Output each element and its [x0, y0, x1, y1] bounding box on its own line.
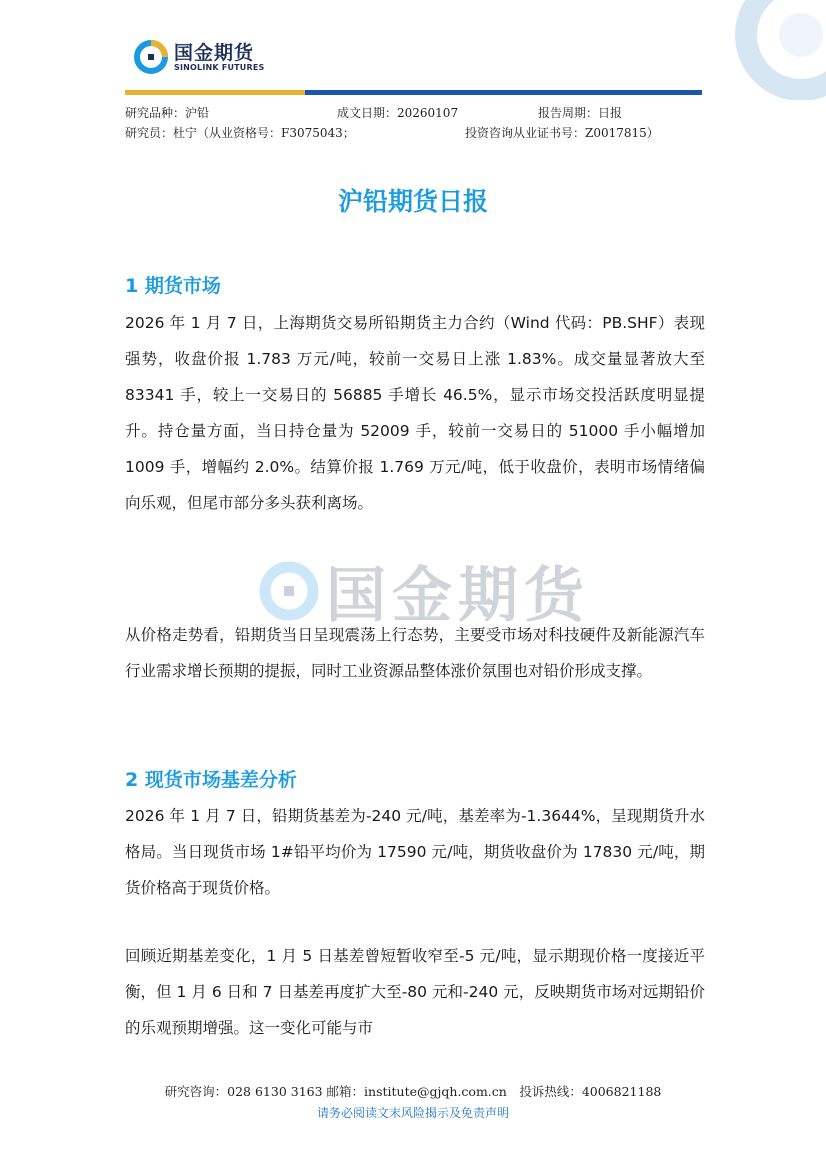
- meta-date: 成文日期：20260107: [337, 106, 459, 120]
- meta-variety: 研究品种：沪铅: [125, 106, 210, 120]
- footer-disclaimer-link[interactable]: 请务必阅读文末风险揭示及免责声明: [316, 1106, 509, 1120]
- watermark-text: 国金期货: [326, 561, 590, 631]
- corner-decoration: [706, 0, 826, 100]
- meta-analyst: 研究员：杜宁（从业资格号：F3075043；: [125, 126, 355, 140]
- logo-name-cn: 国金期货: [174, 41, 255, 64]
- section-heading-futures: 1 期货市场: [125, 275, 221, 297]
- report-title: 沪铅期货日报: [337, 187, 488, 216]
- section-heading-basis: 2 现货市场基差分析: [125, 769, 297, 791]
- logo-mark-icon: [134, 40, 168, 74]
- watermark-logo-icon: [258, 560, 320, 622]
- paragraph: 2026 年 1 月 7 日，铅期货基差为-240 元/吨，基差率为-1.3644%，呈现期货升水格局。当日现货市场 1#铅平均价为 17590 元/吨，期货收盘价为 17830 元/吨，期货价格高于现货价格。: [125, 807, 705, 897]
- paragraph: 从价格走势看，铅期货当日呈现震荡上行态势，主要受市场对科技硬件及新能源汽车行业需求增长预期的提振，同时工业资源品整体涨价氛围也对铅价形成支撑。: [125, 626, 705, 680]
- company-logo: [134, 40, 265, 74]
- paragraph: 回顾近期基差变化，1 月 5 日基差曾短暂收窄至-5 元/吨，显示期现价格一度接近平衡，但 1 月 6 日和 7 日基差再度扩大至-80 元和-240 元，反映期货市场对远期铅价的乐观预期增强。这一变化可能与市: [125, 947, 705, 1037]
- footer-contact: 研究咨询：028 6130 3163 邮箱：institute@gjqh.com.cn 投诉热线：4006821188: [164, 1084, 662, 1099]
- meta-period: 报告周期：日报: [538, 106, 623, 120]
- meta-license: 投资咨询从业证书号：Z0017815）: [465, 126, 659, 140]
- header-rule-accent: [125, 90, 305, 95]
- logo-name-en: SINOLINK FUTURES: [174, 62, 265, 72]
- paragraph: 2026 年 1 月 7 日，上海期货交易所铅期货主力合约（Wind 代码：PB.SHF）表现强势，收盘价报 1.783 万元/吨，较前一交易日上涨 1.83%。成交量显著放大至 83341 手，较上一交易日的 56885 手增长 46.5%，显示市场交投活跃度明显提升。持仓量方面，当日持仓量为 52009 手，较前一交易日的 51000 手小幅增加 1009 手，增幅约 2.0%。结算价报 1.769 万元/吨，低于收盘价，表明市场情绪偏向乐观，但尾市部分多头获利离场。: [125, 314, 705, 512]
